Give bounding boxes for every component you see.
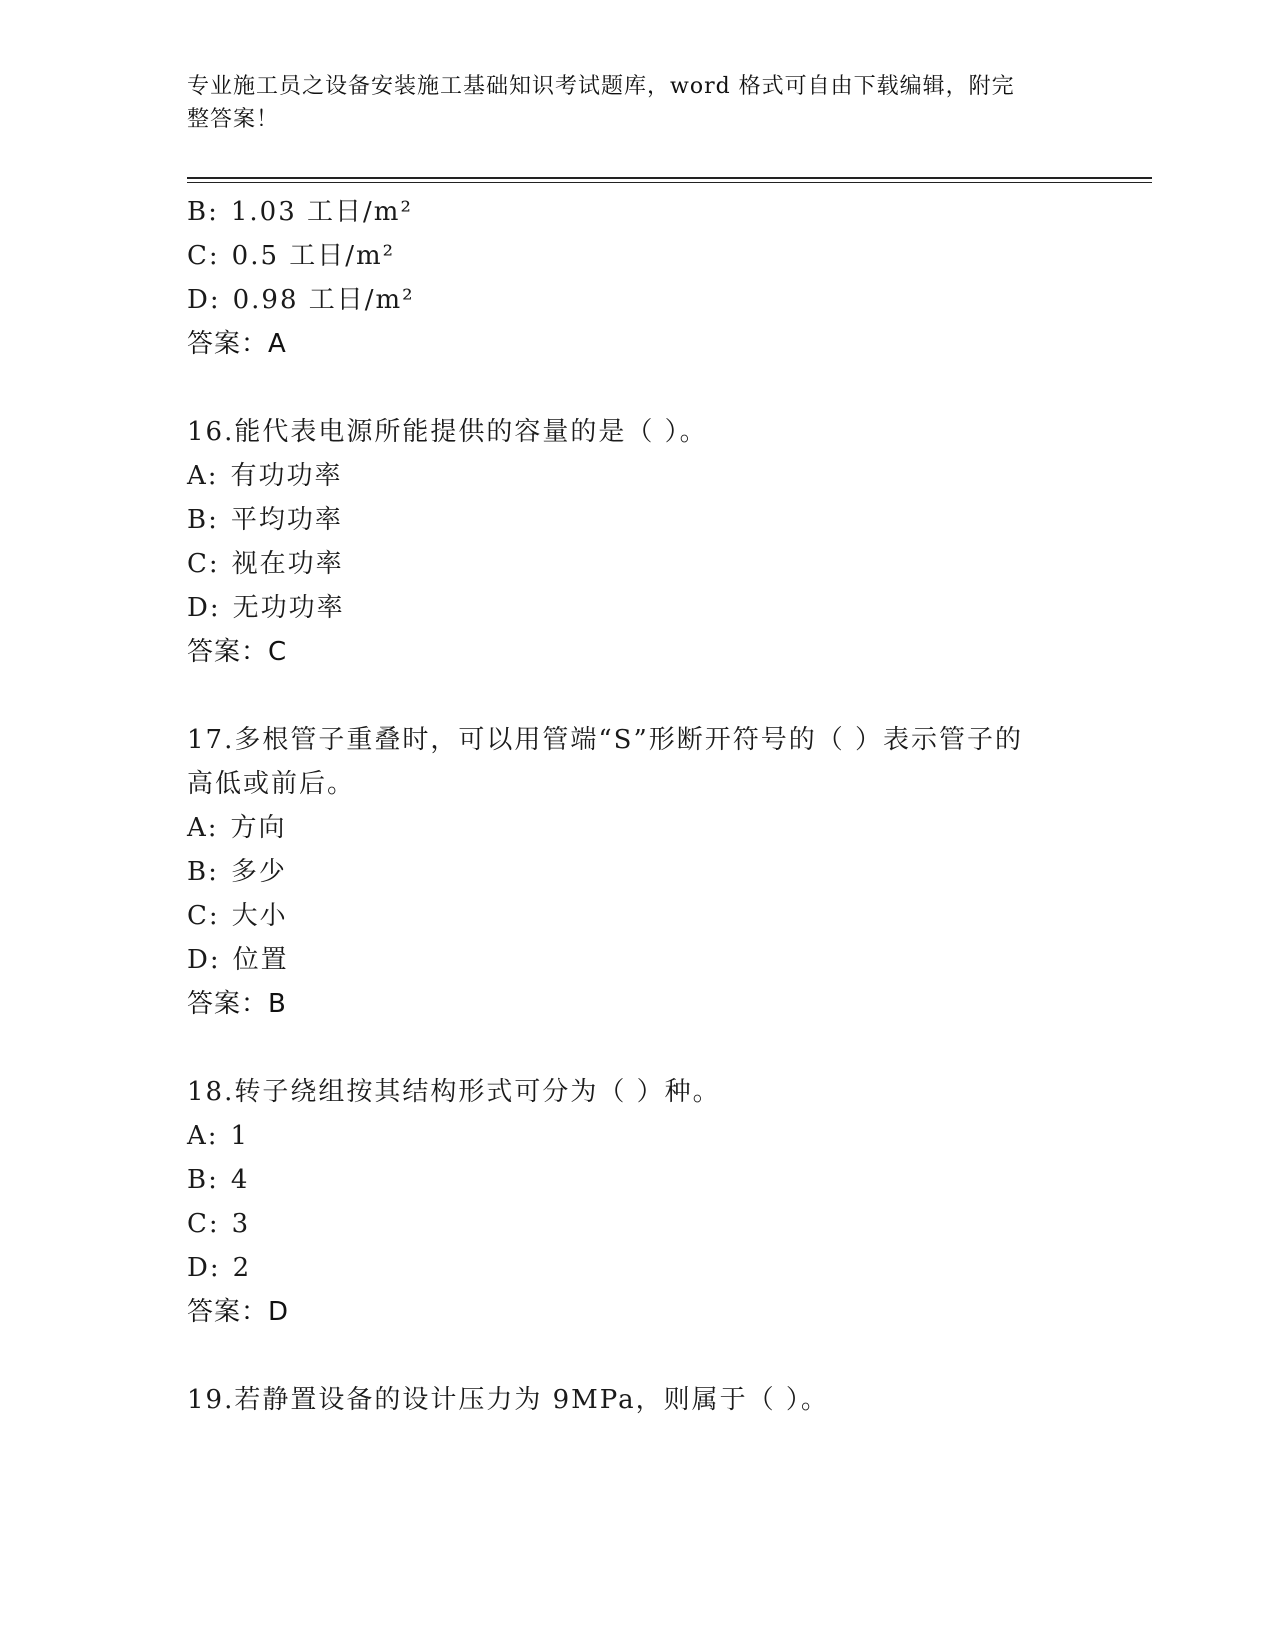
q15-answer: 答案：A: [187, 329, 287, 359]
option-text: 视在功率: [231, 549, 344, 579]
q18-option-a: [187, 1119, 249, 1153]
option-text: 1: [230, 1121, 250, 1151]
option-text: 0.5 工日/m²: [231, 241, 396, 271]
option-letter: C:: [187, 241, 220, 271]
q17-option-b: [187, 855, 287, 889]
option-letter: B:: [187, 505, 219, 535]
option-text: 无功功率: [232, 593, 345, 623]
header-line-2: 整答案！: [187, 107, 280, 132]
option-letter: A:: [187, 1121, 219, 1151]
q18-option-d: [187, 1251, 251, 1285]
option-text: 大小: [231, 901, 288, 931]
q17-option-a: [187, 811, 287, 845]
q16-question: 16.能代表电源所能提供的容量的是（ ）。: [187, 417, 708, 447]
option-text: 2: [232, 1253, 252, 1283]
option-letter: A:: [187, 813, 219, 843]
option-letter: D:: [187, 285, 221, 315]
option-letter: B:: [187, 857, 219, 887]
option-text: 方向: [230, 813, 287, 843]
q16-option-c: [187, 547, 344, 581]
option-letter: C:: [187, 901, 220, 931]
q17-answer: 答案：B: [187, 989, 287, 1019]
q15-option-b: [187, 195, 413, 229]
option-text: 平均功率: [230, 505, 343, 535]
q16-option-b: [187, 503, 343, 537]
option-text: 4: [230, 1165, 250, 1195]
option-text: 1.03 工日/m²: [230, 197, 413, 227]
q17-question-line-2: 高低或前后。: [187, 769, 356, 799]
header-divider-thick: [187, 177, 1152, 179]
q18-option-b: [187, 1163, 249, 1197]
option-text: 3: [231, 1209, 251, 1239]
option-letter: D:: [187, 1253, 221, 1283]
header-divider-thin: [187, 182, 1152, 183]
q17-question-line-1: 17.多根管子重叠时，可以用管端“S”形断开符号的（ ）表示管子的: [187, 725, 1024, 755]
option-text: 多少: [230, 857, 287, 887]
option-letter: A:: [187, 461, 219, 491]
option-letter: D:: [187, 945, 221, 975]
option-text: 0.98 工日/m²: [232, 285, 415, 315]
document-header: [187, 70, 1067, 136]
option-letter: C:: [187, 549, 220, 579]
q15-option-c: [187, 239, 395, 273]
option-text: 位置: [232, 945, 289, 975]
q16-option-d: [187, 591, 345, 625]
q17-option-c: [187, 899, 288, 933]
header-line-1: 专业施工员之设备安装施工基础知识考试题库，word 格式可自由下载编辑，附完: [187, 74, 1015, 99]
q18-answer: 答案：D: [187, 1297, 290, 1327]
option-letter: D:: [187, 593, 221, 623]
option-text: 有功功率: [230, 461, 343, 491]
option-letter: B:: [187, 197, 219, 227]
q15-option-d: [187, 283, 415, 317]
q18-option-c: [187, 1207, 250, 1241]
option-letter: B:: [187, 1165, 219, 1195]
q16-answer: 答案：C: [187, 637, 288, 667]
q18-question: 18.转子绕组按其结构形式可分为（ ）种。: [187, 1077, 721, 1107]
q19-question: 19.若静置设备的设计压力为 9MPa，则属于（ ）。: [187, 1385, 829, 1415]
option-letter: C:: [187, 1209, 220, 1239]
q16-option-a: [187, 459, 343, 493]
q17-option-d: [187, 943, 289, 977]
